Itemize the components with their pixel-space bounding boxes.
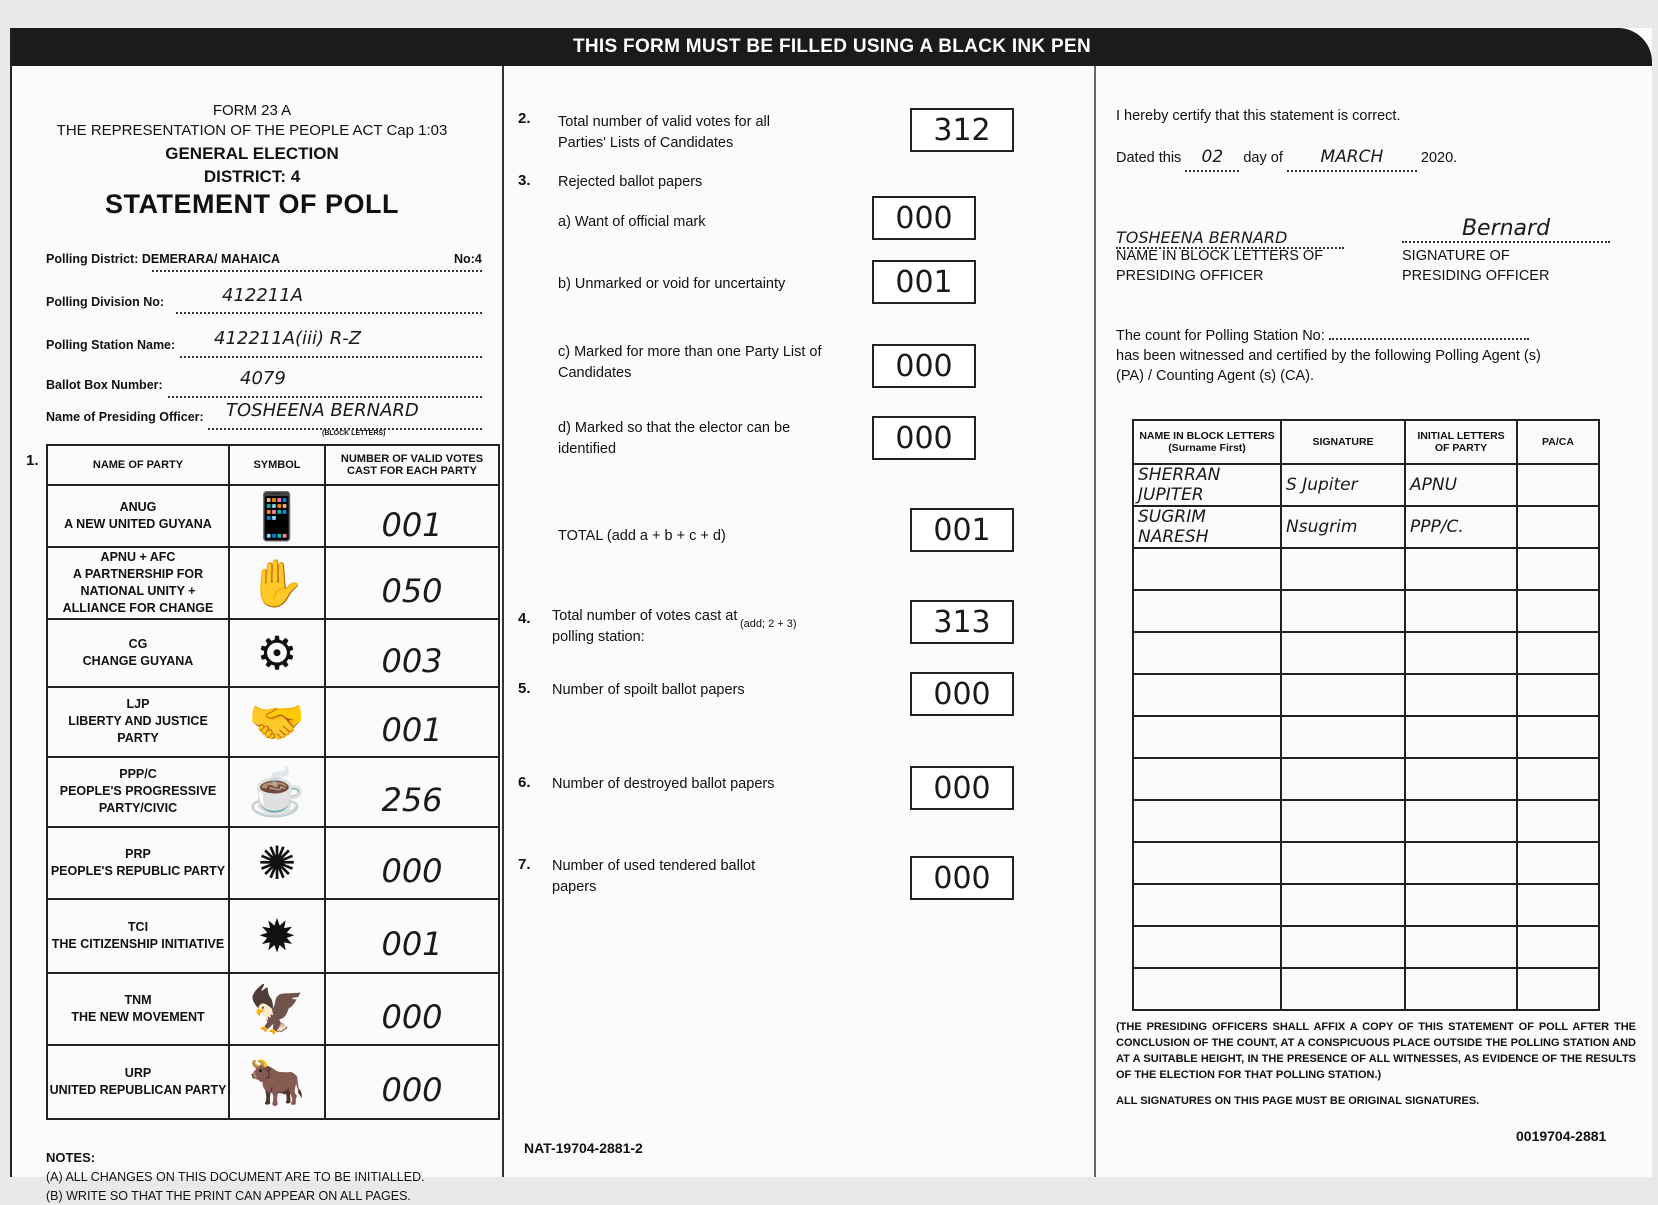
presiding-officer-field (46, 400, 419, 424)
item-7-number: 7. (518, 856, 531, 873)
header-agent-name: NAME IN BLOCK LETTERS (Surname First) (1133, 420, 1281, 464)
district-label: DISTRICT: 4 (203, 167, 301, 186)
agent-pa-ca (1517, 968, 1599, 1010)
bull-icon (229, 1045, 325, 1119)
agent-pa-ca (1517, 464, 1599, 506)
signatures-note: ALL SIGNATURES ON THIS PAGE MUST BE ORIGINAL SIGNATURES. (1116, 1095, 1480, 1107)
party-symbol-glyph: 🐂 (248, 1055, 306, 1108)
ballot-box-field (46, 368, 286, 392)
item-4-hint: (add; 2 + 3) (740, 618, 797, 630)
agent-signature (1281, 926, 1405, 968)
section-1-number: 1. (26, 452, 39, 469)
party-full-name: THE NEW MOVEMENT (71, 1009, 205, 1024)
rejected-total-box: 001 (910, 508, 1014, 552)
agent-row (1133, 758, 1599, 800)
agent-row (1133, 968, 1599, 1010)
party-full-name: THE CITIZENSHIP INITIATIVE (51, 936, 225, 951)
item-2-label: Total number of valid votes for all Parties' Lists of Candidates (558, 114, 770, 152)
party-full-name: PEOPLE'S PROGRESSIVE PARTY/CIVIC (59, 784, 217, 815)
block-letters-note: (BLOCK LETTERS) (322, 430, 386, 437)
witness-count-line (1116, 326, 1529, 346)
dated-day-of: day of (1243, 150, 1283, 166)
agent-row (1133, 464, 1599, 506)
agent-party (1405, 716, 1517, 758)
party-full-name: UNITED REPUBLICAN PARTY (49, 1082, 227, 1097)
item-6-number: 6. (518, 774, 531, 791)
item-6-label: Number of destroyed ballot papers (552, 776, 775, 792)
party-abbreviation: URP (124, 1065, 152, 1080)
form-serial-number: 0019704-2881 (1516, 1128, 1607, 1144)
rejected-total-label: TOTAL (add a + b + c + d) (558, 528, 726, 544)
party-name-cell (47, 899, 229, 973)
form-reference-number: NAT-19704-2881-2 (524, 1140, 643, 1156)
party-full-name: A PARTNERSHIP FOR NATIONAL UNITY + ALLIANCE FOR CHANGE (62, 566, 214, 615)
eagle-icon (229, 973, 325, 1045)
party-votes: 000 (325, 1045, 499, 1119)
party-name-cell (47, 1045, 229, 1119)
party-row (47, 485, 499, 547)
agent-party (1405, 968, 1517, 1010)
party-row (47, 619, 499, 687)
polling-station-label: Polling Station Name: (46, 338, 176, 352)
agent-party (1405, 758, 1517, 800)
item-3a-label: a) Want of official mark (558, 214, 706, 230)
total-votes-cast-box: 313 (910, 600, 1014, 644)
agent-party (1405, 674, 1517, 716)
agent-party (1405, 590, 1517, 632)
party-symbol-glyph: 📱 (248, 490, 306, 542)
agent-row (1133, 716, 1599, 758)
witness-statement: has been witnessed and certified by the following Polling Agent (s) (PA) / Counting Agent (s) (CA). (1116, 348, 1541, 385)
agent-pa-ca (1517, 590, 1599, 632)
party-full-name: LIBERTY AND JUSTICE PARTY (68, 714, 208, 745)
dotted-line (152, 270, 482, 272)
party-full-name: A NEW UNITED GUYANA (64, 517, 212, 531)
agent-name (1133, 632, 1281, 674)
presiding-officer-value: TOSHEENA BERNARD (226, 400, 419, 421)
tendered-ballots-box: 000 (910, 856, 1014, 900)
dotted-line (168, 396, 482, 398)
agent-row (1133, 590, 1599, 632)
agent-signature (1281, 800, 1405, 842)
form-number: FORM 23 A (212, 102, 292, 119)
cup-icon (229, 757, 325, 827)
item-2-number: 2. (518, 110, 531, 127)
agent-signature (1281, 674, 1405, 716)
witness-station-label: The count for Polling Station No: (1116, 328, 1325, 344)
dated-year: 2020. (1420, 150, 1458, 166)
agent-signature (1281, 548, 1405, 590)
party-abbreviation: APNU + AFC (100, 550, 176, 564)
act-reference: THE REPRESENTATION OF THE PEOPLE ACT Cap 1:03 (56, 122, 448, 139)
certification-statement: I hereby certify that this statement is correct. (1116, 108, 1401, 124)
agent-signature (1281, 716, 1405, 758)
sun-seal-icon (229, 827, 325, 899)
party-name-cell (47, 619, 229, 687)
party-row (47, 687, 499, 757)
witness-station-blank (1329, 338, 1529, 340)
agent-row (1133, 800, 1599, 842)
dated-month: MARCH (1287, 146, 1417, 172)
item-3d-label: d) Marked so that the elector can be identified (558, 420, 791, 458)
agent-party (1405, 926, 1517, 968)
party-votes: 001 (325, 687, 499, 757)
handshake-icon (229, 687, 325, 757)
agent-name (1133, 590, 1281, 632)
party-row (47, 547, 499, 619)
dated-line (1116, 146, 1457, 172)
agent-party (1405, 632, 1517, 674)
summary-column (504, 66, 1096, 1177)
agent-pa-ca (1517, 506, 1599, 548)
agent-party (1405, 842, 1517, 884)
item-3c-label: c) Marked for more than one Party List of Candidates (558, 344, 822, 382)
note-b: (B) WRITE SO THAT THE PRINT CAN APPEAR ON ALL PAGES. (46, 1188, 411, 1203)
party-name-cell (47, 757, 229, 827)
item-3-label: Rejected ballot papers (558, 174, 703, 190)
item-3-number: 3. (518, 172, 531, 189)
valid-votes-total-box: 312 (910, 108, 1014, 152)
agent-pa-ca (1517, 884, 1599, 926)
agent-signature: Nsugrim (1281, 506, 1405, 548)
officer-name-caption: NAME IN BLOCK LETTERS OF PRESIDING OFFICER (1116, 248, 1324, 285)
party-full-name: CHANGE GUYANA (82, 653, 194, 668)
rejected-identifiable-box: 000 (872, 416, 976, 460)
party-row (47, 1045, 499, 1119)
agent-signature (1281, 842, 1405, 884)
certification-column (1096, 66, 1652, 1177)
flower-icon (229, 899, 325, 973)
agent-name: SUGRIM NARESH (1133, 506, 1281, 548)
party-abbreviation: ANUG (119, 500, 157, 515)
agent-pa-ca (1517, 674, 1599, 716)
agent-row (1133, 884, 1599, 926)
agent-row (1133, 548, 1599, 590)
agent-party: PPP/C. (1405, 506, 1517, 548)
party-votes: 000 (325, 827, 499, 899)
agent-signature (1281, 758, 1405, 800)
party-row (47, 757, 499, 827)
agents-table (1132, 419, 1600, 1011)
item-5-label: Number of spoilt ballot papers (552, 682, 745, 698)
party-symbol-glyph: 🦅 (248, 982, 306, 1035)
party-votes: 001 (325, 899, 499, 973)
dated-prefix: Dated this (1116, 150, 1182, 166)
item-7-label: Number of used tendered ballot papers (552, 858, 756, 896)
item-3b-label: b) Unmarked or void for uncertainty (558, 276, 786, 292)
ink-instruction-banner: THIS FORM MUST BE FILLED USING A BLACK INK PEN (12, 28, 1652, 66)
party-symbol-glyph: ✋ (248, 556, 306, 609)
ballot-box-value: 4079 (240, 368, 286, 389)
spoilt-ballots-box: 000 (910, 672, 1014, 716)
agent-name (1133, 968, 1281, 1010)
party-votes: 256 (325, 757, 499, 827)
dotted-line (176, 312, 482, 314)
agent-row (1133, 842, 1599, 884)
party-votes-table (46, 444, 500, 1120)
agent-party (1405, 800, 1517, 842)
party-abbreviation: PRP (125, 846, 151, 861)
affix-instruction: (THE PRESIDING OFFICERS SHALL AFFIX A COPY OF THIS STATEMENT OF POLL AFTER THE CONCLUSION OF THE COUNT, AT A CONSPICUOUS PLACE OUTSIDE THE POLLING STATION AND AT A SUITABLE HEIGHT, IN THE PRESENCE OF ALL WITNESSES, AS EVIDENCE OF THE RESULTS OF THE ELECTION FOR THAT POLLING STATION.) (1116, 1021, 1636, 1081)
note-a: (A) ALL CHANGES ON THIS DOCUMENT ARE TO BE INITIALLED. (46, 1169, 425, 1184)
statement-of-poll-form (10, 28, 1652, 1203)
party-row (47, 827, 499, 899)
agent-name (1133, 674, 1281, 716)
agent-signature (1281, 590, 1405, 632)
agent-signature (1281, 884, 1405, 926)
agent-row (1133, 674, 1599, 716)
header-symbol: SYMBOL (229, 445, 325, 485)
presiding-officer-label: Name of Presiding Officer: (46, 410, 204, 424)
form-title: STATEMENT OF POLL (105, 189, 399, 219)
agent-party: APNU (1405, 464, 1517, 506)
party-abbreviation: TNM (124, 992, 152, 1007)
hand-key-icon (229, 547, 325, 619)
party-name-cell (47, 547, 229, 619)
notes-heading: NOTES: (46, 1150, 96, 1165)
party-symbol-glyph: ⚙ (256, 626, 298, 679)
polling-division-field (46, 285, 304, 309)
agent-pa-ca (1517, 548, 1599, 590)
agent-name: SHERRAN JUPITER (1133, 464, 1281, 506)
party-votes: 000 (325, 973, 499, 1045)
agent-pa-ca (1517, 758, 1599, 800)
party-abbreviation: LJP (126, 697, 150, 712)
party-table-header (47, 445, 499, 485)
agent-party (1405, 884, 1517, 926)
election-name: GENERAL ELECTION (165, 144, 339, 163)
header-pa-ca: PA/CA (1517, 420, 1599, 464)
agent-signature (1281, 632, 1405, 674)
agent-signature: S Jupiter (1281, 464, 1405, 506)
agent-pa-ca (1517, 842, 1599, 884)
header-valid-votes: NUMBER OF VALID VOTES CAST FOR EACH PARTY (325, 445, 499, 485)
party-symbol-glyph: 🤝 (248, 695, 306, 748)
party-full-name: PEOPLE'S REPUBLIC PARTY (50, 863, 226, 878)
party-symbol-glyph: ☕ (248, 765, 306, 818)
agent-row (1133, 632, 1599, 674)
agent-party (1405, 548, 1517, 590)
destroyed-ballots-box: 000 (910, 766, 1014, 810)
agent-pa-ca (1517, 716, 1599, 758)
agent-row (1133, 506, 1599, 548)
agent-name (1133, 884, 1281, 926)
party-results-column (12, 66, 504, 1203)
agent-name (1133, 842, 1281, 884)
bulb-gear-icon (229, 619, 325, 687)
party-row (47, 973, 499, 1045)
party-votes: 003 (325, 619, 499, 687)
item-4-number: 4. (518, 610, 531, 627)
dotted-line (180, 356, 482, 358)
agent-pa-ca (1517, 632, 1599, 674)
party-name-cell (47, 485, 229, 547)
agent-name (1133, 758, 1281, 800)
party-name-cell (47, 827, 229, 899)
polling-division-value: 412211A (222, 285, 304, 306)
presiding-officer-name: TOSHEENA BERNARD (1116, 228, 1344, 249)
agent-signature (1281, 968, 1405, 1010)
agent-pa-ca (1517, 800, 1599, 842)
presiding-officer-signature: Bernard (1402, 216, 1610, 243)
rejected-official-mark-box: 000 (872, 196, 976, 240)
dated-day: 02 (1185, 146, 1239, 172)
officer-signature-caption: SIGNATURE OF PRESIDING OFFICER (1402, 248, 1550, 285)
party-name-cell (47, 687, 229, 757)
party-abbreviation: TCI (127, 919, 149, 934)
party-votes: 050 (325, 547, 499, 619)
party-abbreviation: PPP/C (119, 767, 157, 782)
agents-table-header (1133, 420, 1599, 464)
polling-station-field (46, 328, 362, 352)
agent-name (1133, 548, 1281, 590)
party-votes: 001 (325, 485, 499, 547)
item-5-number: 5. (518, 680, 531, 697)
header-agent-signature: SIGNATURE (1281, 420, 1405, 464)
mobile-phone-icon (229, 485, 325, 547)
agent-pa-ca (1517, 926, 1599, 968)
polling-district-no: No:4 (454, 252, 482, 266)
polling-district-label: Polling District: DEMERARA/ MAHAICA (46, 252, 281, 266)
party-symbol-glyph: ✺ (257, 836, 297, 889)
party-abbreviation: CG (128, 636, 148, 651)
agent-name (1133, 800, 1281, 842)
header-party-name: NAME OF PARTY (47, 445, 229, 485)
party-symbol-glyph: ✹ (257, 909, 297, 962)
party-name-cell (47, 973, 229, 1045)
rejected-unmarked-box: 001 (872, 260, 976, 304)
agent-name (1133, 926, 1281, 968)
rejected-multiple-marks-box: 000 (872, 344, 976, 388)
item-4-label: Total number of votes cast at polling station: (552, 608, 738, 646)
party-row (47, 899, 499, 973)
agent-row (1133, 926, 1599, 968)
ballot-box-label: Ballot Box Number: (46, 378, 163, 392)
polling-division-label: Polling Division No: (46, 295, 165, 309)
agent-name (1133, 716, 1281, 758)
header-party-initials: INITIAL LETTERS OF PARTY (1405, 420, 1517, 464)
polling-station-value: 412211A(iii) R-Z (214, 328, 362, 349)
